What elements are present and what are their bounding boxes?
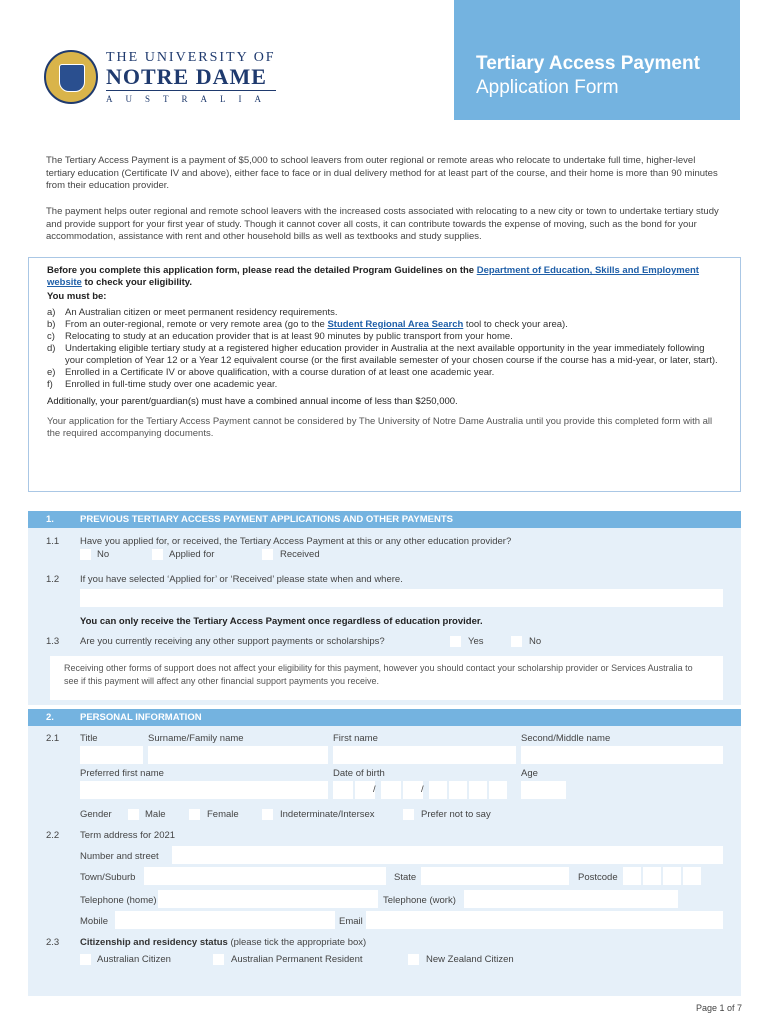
logo-line3: AUSTRALIA — [106, 94, 274, 104]
street-label: Number and street — [80, 851, 159, 862]
intersex-label: Indeterminate/Intersex — [280, 809, 375, 820]
list-item: b) From an outer-regional, remote or very remote area (go to the Student Regional Area Search tool to check your area). — [47, 319, 568, 330]
tel-work-label: Telephone (work) — [383, 895, 456, 906]
postcode-digit-1[interactable] — [623, 867, 641, 885]
dob-year-2[interactable] — [449, 781, 467, 799]
title-field[interactable] — [80, 746, 143, 764]
list-item: a) An Australian citizen or meet permanent residency requirements. — [47, 307, 338, 318]
q1-3-number: 1.3 — [46, 636, 60, 647]
male-checkbox[interactable] — [128, 809, 139, 820]
form-title: Tertiary Access Payment — [476, 53, 700, 74]
dob-month-2[interactable] — [403, 781, 423, 799]
permanent-resident-label: Australian Permanent Resident — [231, 954, 363, 965]
town-field[interactable] — [144, 867, 386, 885]
postcode-digit-3[interactable] — [663, 867, 681, 885]
form-title-box — [454, 0, 740, 120]
q1-2-number: 1.2 — [46, 574, 60, 585]
postcode-digit-2[interactable] — [643, 867, 661, 885]
dob-year-4[interactable] — [489, 781, 507, 799]
tel-home-field[interactable] — [158, 890, 378, 908]
dob-slash-1: / — [373, 784, 376, 795]
q1-1-number: 1.1 — [46, 536, 60, 547]
preferred-name-field[interactable] — [80, 781, 328, 799]
citizenship-label: Citizenship and residency status (please tick the appropriate box) — [80, 937, 367, 948]
middle-name-field[interactable] — [521, 746, 723, 764]
guidelines-text: Before you complete this application form, please read the detailed Program Guidelines on the Department of Education, Skills and Employment website to check your eligibility. — [47, 265, 699, 288]
yes-label: Yes — [468, 636, 484, 647]
q1-1-text: Have you applied for, or received, the Tertiary Access Payment at this or any other education provider? — [80, 536, 512, 547]
section-2-header: 2. PERSONAL INFORMATION — [28, 709, 741, 726]
q1-3-text: Are you currently receiving any other support payments or scholarships? — [80, 636, 385, 647]
dob-slash-2: / — [421, 784, 424, 795]
once-only-note: You can only receive the Tertiary Access Payment once regardless of education provider. — [80, 616, 483, 627]
q2-1-number: 2.1 — [46, 733, 60, 744]
must-heading: You must be: — [47, 291, 107, 302]
permanent-resident-checkbox[interactable] — [213, 954, 224, 965]
prefer-not-checkbox[interactable] — [403, 809, 414, 820]
tel-work-field[interactable] — [464, 890, 678, 908]
list-item: f) Enrolled in full-time study over one academic year. — [47, 379, 278, 390]
dob-label: Date of birth — [333, 768, 385, 779]
email-label: Email — [339, 916, 363, 927]
regional-search-link[interactable]: Student Regional Area Search — [327, 319, 464, 330]
page-number: Page 1 of 7 — [695, 1003, 742, 1013]
nz-citizen-label: New Zealand Citizen — [426, 954, 514, 965]
street-field[interactable] — [172, 846, 723, 864]
received-label: Received — [280, 549, 320, 560]
postcode-digit-4[interactable] — [683, 867, 701, 885]
income-requirement: Additionally, your parent/guardian(s) must have a combined annual income of less than $250,000. — [47, 396, 458, 407]
university-seal-icon — [44, 50, 98, 104]
list-item: c) Relocating to study at an education provider that is at least 90 minutes by public transport from your home. — [47, 331, 513, 342]
dob-year-3[interactable] — [469, 781, 487, 799]
gender-label: Gender — [80, 809, 112, 820]
first-name-label: First name — [333, 733, 378, 744]
requirements-list — [47, 307, 722, 391]
postcode-label: Postcode — [578, 872, 618, 883]
first-name-field[interactable] — [333, 746, 516, 764]
citizen-label: Australian Citizen — [97, 954, 171, 965]
female-checkbox[interactable] — [189, 809, 200, 820]
dob-day-2[interactable] — [355, 781, 375, 799]
prefer-not-label: Prefer not to say — [421, 809, 491, 820]
state-field[interactable] — [421, 867, 569, 885]
no-checkbox[interactable] — [80, 549, 91, 560]
dob-day-1[interactable] — [333, 781, 353, 799]
mobile-field[interactable] — [115, 911, 335, 929]
tel-home-label: Telephone (home) — [80, 895, 157, 906]
no-support-label: No — [529, 636, 542, 647]
intro-paragraph-2: The payment helps outer regional and remote school leavers with the increased costs associated with relocating to a new city or town to undertake tertiary study and provide support for your first year of study. Though it cannot cover all costs, it can contribute towards the expense of moving, such as the bond for your accommodation, assistance with rent and other household bills as well as textbooks and study supplies. — [46, 206, 719, 242]
university-logo — [44, 50, 276, 104]
applied-for-label: Applied for — [169, 549, 215, 560]
age-label: Age — [521, 768, 538, 779]
other-support-note: Receiving other forms of support does not affect your eligibility for this payment, however you should contact your scholarship provider or Services Australia to see if this payment will affect any other financial support payments you receive. — [50, 656, 723, 700]
nz-citizen-checkbox[interactable] — [408, 954, 419, 965]
intro-paragraph-1: The Tertiary Access Payment is a payment of $5,000 to school leavers from outer regional or remote areas who relocate to undertake full time, higher-level tertiary education (Certificate IV and above), either face to face or in dual delivery method for at least part of the course, and their home is more than 90 minutes from their education provider. — [46, 155, 718, 191]
applied-for-checkbox[interactable] — [152, 549, 163, 560]
closing-note: Your application for the Tertiary Access Payment cannot be considered by The University of Notre Dame Australia until you provide this completed form with all the required accompanying documents. — [47, 416, 713, 439]
intersex-checkbox[interactable] — [262, 809, 273, 820]
logo-line2: NOTRE DAME — [106, 66, 276, 91]
mobile-label: Mobile — [80, 916, 108, 927]
citizen-checkbox[interactable] — [80, 954, 91, 965]
preferred-name-label: Preferred first name — [80, 768, 164, 779]
dob-month-1[interactable] — [381, 781, 401, 799]
logo-line1: THE UNIVERSITY OF — [106, 50, 276, 65]
q2-3-number: 2.3 — [46, 937, 60, 948]
dob-year-1[interactable] — [429, 781, 447, 799]
title-label: Title — [80, 733, 98, 744]
section-1-header: 1. PREVIOUS TERTIARY ACCESS PAYMENT APPLICATIONS AND OTHER PAYMENTS — [28, 511, 741, 528]
form-subtitle: Application Form — [476, 77, 619, 98]
no-support-checkbox[interactable] — [511, 636, 522, 647]
surname-field[interactable] — [148, 746, 328, 764]
age-field[interactable] — [521, 781, 566, 799]
eligibility-box — [28, 257, 741, 492]
department-link[interactable]: Department of Education, Skills and Employment website — [47, 265, 699, 288]
email-field[interactable] — [366, 911, 723, 929]
surname-label: Surname/Family name — [148, 733, 244, 744]
received-checkbox[interactable] — [262, 549, 273, 560]
yes-checkbox[interactable] — [450, 636, 461, 647]
town-label: Town/Suburb — [80, 872, 136, 883]
list-item: e) Enrolled in a Certificate IV or above qualification, with a course duration of at least one academic year. — [47, 367, 495, 378]
female-label: Female — [207, 809, 239, 820]
state-label: State — [394, 872, 417, 883]
middle-name-label: Second/Middle name — [521, 733, 611, 744]
list-item: d) Undertaking eligible tertiary study at a registered higher education provider in Australia at the next available opportunity in the year immediately following your completion of Year 12 or a Year 12 equivalent course (or the first available semester of your chosen course if the course has a mid-year, or later, start). — [47, 343, 718, 366]
q1-2-text: If you have selected ‘Applied for’ or ‘Received’ please state when and where. — [80, 574, 403, 585]
male-label: Male — [145, 809, 166, 820]
when-where-field[interactable] — [80, 589, 723, 607]
no-label: No — [97, 549, 110, 560]
q2-2-number: 2.2 — [46, 830, 60, 841]
term-address-label: Term address for 2021 — [80, 830, 176, 841]
